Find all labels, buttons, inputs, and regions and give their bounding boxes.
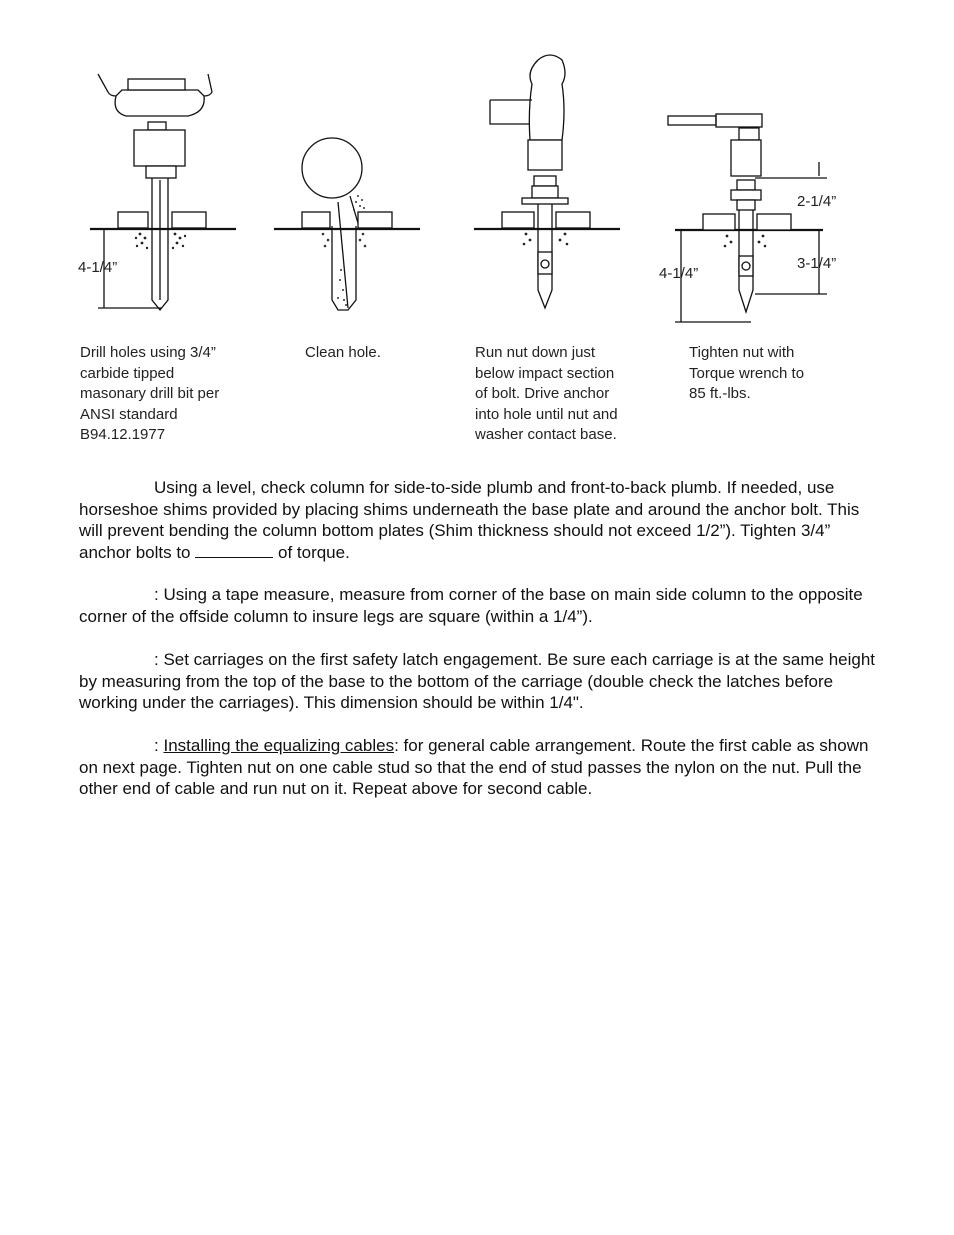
dimension-label-upper: 2-1/4” [797, 193, 837, 210]
dimension-label-fig1: 4-1/4” [78, 259, 118, 276]
caption-drill: Drill holes using 3/4” carbide tipped masonary drill bit per ANSI standard B94.12.1977 [80, 344, 220, 443]
dimension-label-middle: 3-1/4” [797, 255, 837, 272]
paragraph-carriages: : Set carriages on the first safety latch engagement. Be sure each carriage is at the same height by measuring from the top of the base to the bottom of the carriage (double check the latches before working under the carriages). This dimension should be within 1/4". [79, 650, 876, 713]
figure-drill [70, 60, 250, 320]
torque-blank [195, 543, 273, 558]
paragraph-plumb: Using a level, check column for side-to-side plumb and front-to-back plumb. If needed, use horseshoe shims provided by placing shims underneath the base plate and around the anchor bolt. This will prevent bending the column bottom plates (Shim thickness should not exceed 1/2”). Tighten 3/4” anchor bolts to of torque. [79, 478, 860, 563]
paragraph-square: : Using a tape measure, measure from corner of the base on main side column to the opposite corner of the offside column to insure legs are square (within a 1/4”). [79, 585, 863, 626]
paragraph-cables: : Installing the equalizing cables: for general cable arrangement. Route the first cable as shown on next page. Tighten nut on one cable stud so that the end of stud passes the nylon on the nut. Pull the other end of cable and run nut on it. Repeat above for second cable. [79, 736, 869, 799]
figure-clean-hole [268, 130, 428, 320]
caption-clean-hole: Clean hole. [305, 344, 381, 361]
figure-drive-anchor [470, 50, 630, 320]
figure-torque-wrench [655, 100, 870, 330]
dimension-label-lower: 4-1/4” [659, 265, 699, 282]
cables-heading: Installing the equalizing cables [163, 736, 395, 755]
caption-drive-anchor: Run nut down just below impact section of bolt. Drive anchor into hole until nut and washer contact base. [475, 344, 618, 443]
caption-torque: Tighten nut with Torque wrench to 85 ft.-lbs. [689, 344, 805, 402]
